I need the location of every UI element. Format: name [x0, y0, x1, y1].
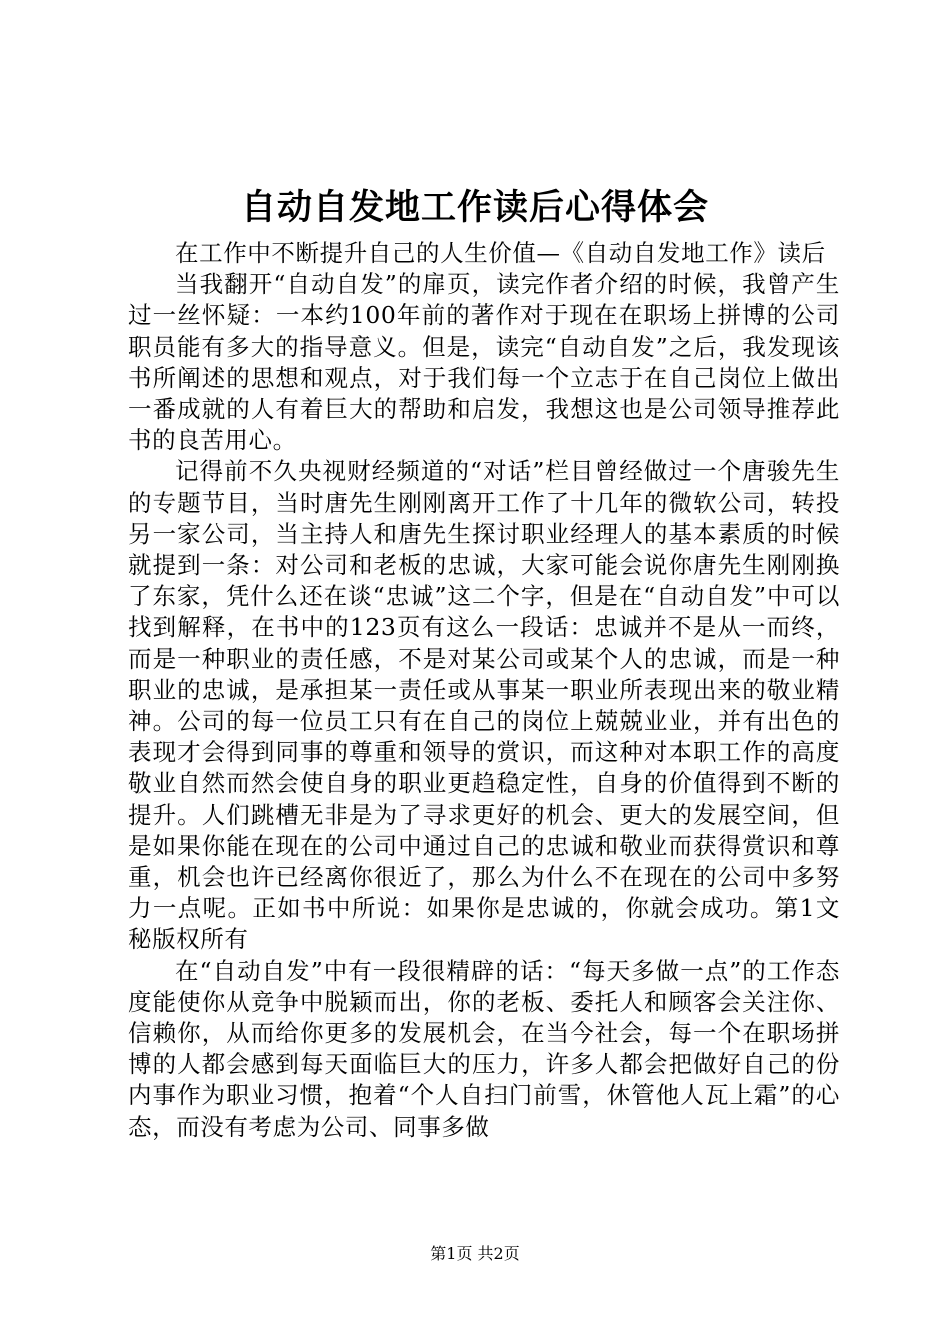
document-title: 自动自发地工作读后心得体会 [240, 187, 709, 228]
page-number: 第1页 共2页 [430, 1244, 520, 1263]
body-paragraph: 当我翻开“自动自发”的扉页，读完作者介绍的时候，我曾产生过一丝怀疑：一本约100年前的著作对于现在在职场上拼博的公司职员能有多大的指导意义。但是，读完“自动自发”之后，我发现该书所阐述的思想和观点，对于我们每一个立志于在自己岗位上做出一番成就的人有着巨大的帮助和启发，我想这也是公司领导推荐此书的良苦用心。 [128, 270, 840, 455]
body-paragraph: 在“自动自发”中有一段很精辟的话：“每天多做一点”的工作态度能使你从竞争中脱颖而出，你的老板、委托人和顾客会关注你、信赖你，从而给你更多的发展机会，在当今社会，每一个在职场拼博的人都会感到每天面临巨大的压力，许多人都会把做好自己的份内事作为职业习惯，抱着“个人自扫门前雪，休管他人瓦上霜”的心态，而没有考虑为公司、同事多做 [128, 956, 840, 1141]
subtitle-paragraph: 在工作中不断提升自己的人生价值—《自动自发地工作》读后 [175, 239, 826, 267]
body-paragraph: 记得前不久央视财经频道的“对话”栏目曾经做过一个唐骏先生的专题节目，当时唐先生刚刚离开工作了十几年的微软公司，转投另一家公司，当主持人和唐先生探讨职业经理人的基本素质的时候就提到一条：对公司和老板的忠诚，大家可能会说你唐先生刚刚换了东家，凭什么还在谈“忠诚”这二个字，但是在“自动自发”中可以找到解释，在书中的123页有这么一段话：忠诚并不是从一而终，而是一种职业的责任感，不是对某公司或某个人的忠诚，而是一种职业的忠诚，是承担某一责任或从事某一职业所表现出来的敬业精神。公司的每一位员工只有在自己的岗位上兢兢业业，并有出色的表现才会得到同事的尊重和领导的赏识，而这种对本职工作的高度敬业自然而然会使自身的职业更趋稳定性，自身的价值得到不断的提升。人们跳槽无非是为了寻求更好的机会、更大的发展空间，但是如果你能在现在的公司中通过自己的忠诚和敬业而获得赏识和尊重，机会也许已经离你很近了，那么为什么不在现在的公司中多努力一点呢。正如书中所说：如果你是忠诚的，你就会成功。第1文秘版权所有 [128, 457, 840, 954]
document-body [128, 238, 840, 1143]
